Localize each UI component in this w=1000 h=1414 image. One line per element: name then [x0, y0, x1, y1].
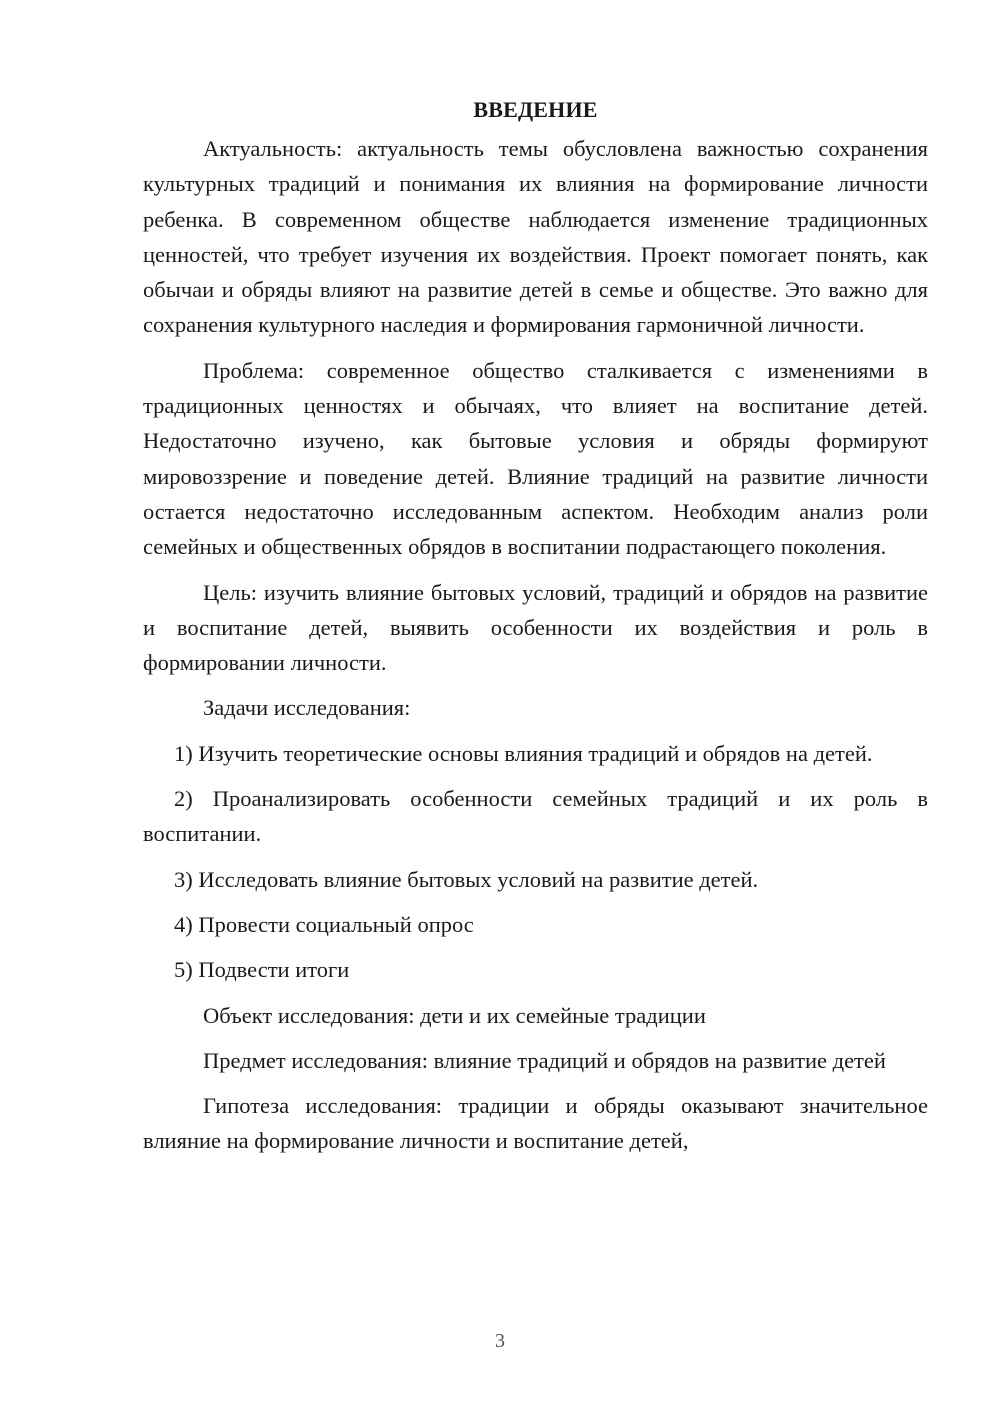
section-title: ВВЕДЕНИЕ	[473, 97, 598, 122]
paragraph-problem: Проблема: современное общество сталкивается с изменениями в традиционных ценностях и обычаях, что влияет на воспитание детей. Недостаточно изучено, как бытовые условия и обряды формируют мировоззрение и поведение детей. Влияние традиций на развитие личности остается недостаточно исследованным аспектом. Необходим анализ роли семейных и общественных обрядов в воспитании подрастающего поколения.	[143, 357, 928, 560]
paragraph-hypothesis: Гипотеза исследования: традиции и обряды оказывают значительное влияние на формирование личности и воспитание детей,	[143, 1093, 928, 1154]
task-item-3: 3) Исследовать влияние бытовых условий на развитие детей.	[174, 866, 759, 892]
page-number: 3	[495, 1330, 505, 1352]
paragraph-tasks-heading: Задачи исследования:	[203, 695, 411, 721]
task-item-4: 4) Провести социальный опрос	[174, 911, 474, 937]
paragraph-relevance: Актуальность: актуальность темы обусловлена важностью сохранения культурных традиций и понимания их влияния на формирование личности ребенка. В современном обществе наблюдается изменение традиционных ценностей, что требует изучения их воздействия. Проект помогает понять, как обычаи и обряды влияют на развитие детей в семье и обществе. Это важно для сохранения культурного наследия и формирования гармоничной личности.	[143, 136, 928, 338]
task-item-5: 5) Подвести итоги	[174, 957, 350, 983]
task-item-1: 1) Изучить теоретические основы влияния традиций и обрядов на детей.	[174, 740, 873, 766]
paragraph-subject: Предмет исследования: влияние традиций и обрядов на развитие детей	[203, 1047, 886, 1073]
paragraph-object: Объект исследования: дети и их семейные традиции	[203, 1002, 706, 1028]
task-item-2: 2) Проанализировать особенности семейных традиций и их роль в воспитании.	[143, 786, 928, 847]
paragraph-goal: Цель: изучить влияние бытовых условий, традиций и обрядов на развитие и воспитание детей, выявить особенности их воздействия и роль в формировании личности.	[143, 579, 928, 676]
document-page	[143, 92, 928, 1169]
